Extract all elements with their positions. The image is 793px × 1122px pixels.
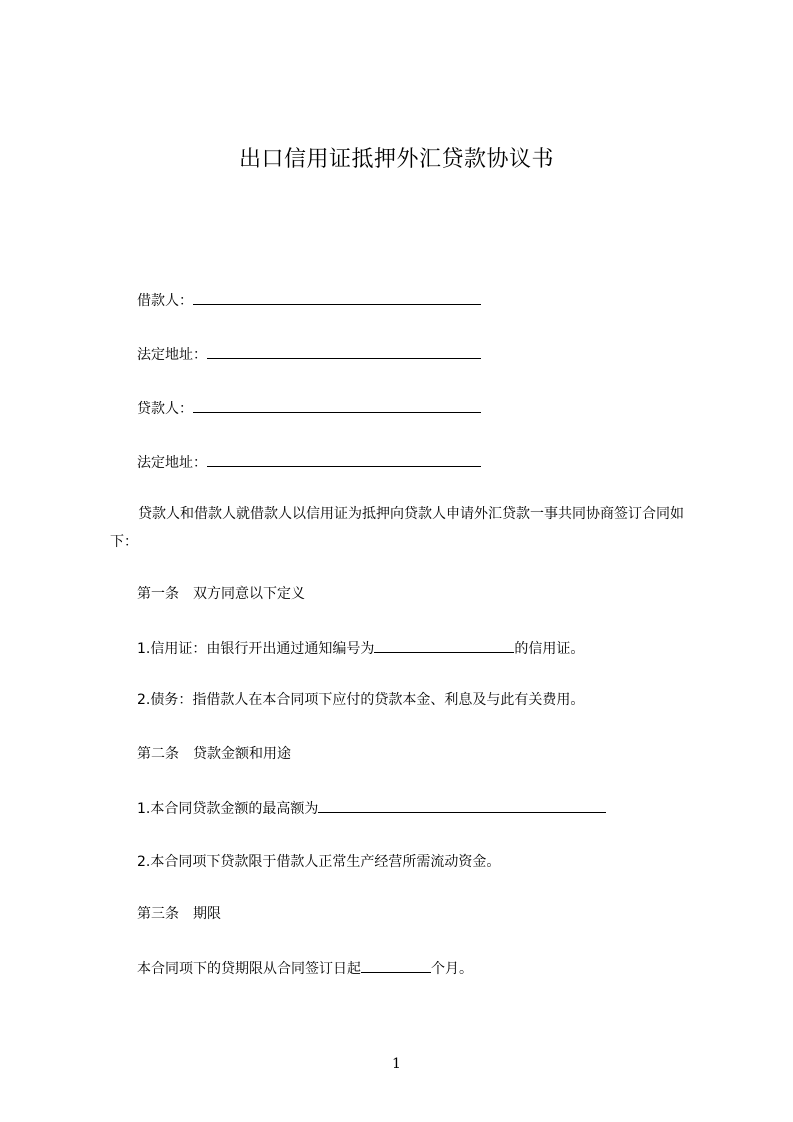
article1-number: 第一条 — [137, 586, 179, 602]
notice-number-blank — [374, 638, 514, 653]
article3-title: 期限 — [193, 906, 221, 922]
article3-body — [137, 958, 473, 979]
lender-blank — [193, 398, 481, 413]
article1-item1 — [137, 638, 584, 659]
preamble-paragraph: 贷款人和借款人就借款人以信用证为抵押向贷款人申请外汇贷款一事共同协商签订合同如下： — [110, 506, 684, 550]
term-months-blank — [361, 958, 431, 973]
lender-label: 贷款人： — [137, 401, 193, 417]
lender-address-line — [137, 452, 481, 473]
borrower-address-line — [137, 344, 481, 365]
page-number: 1 — [392, 1056, 401, 1072]
article2-item1-text: 1.本合同贷款金额的最高额为 — [137, 801, 319, 817]
borrower-address-label: 法定地址： — [137, 347, 207, 363]
lender-address-label: 法定地址： — [137, 455, 207, 471]
article2-number: 第二条 — [137, 746, 179, 762]
article3-body-prefix: 本合同项下的贷期限从合同签订日起 — [137, 961, 361, 977]
article3-body-suffix: 个月。 — [431, 961, 473, 977]
lender-line — [137, 398, 481, 419]
article1-heading — [137, 584, 305, 604]
article1-item1-prefix: 1.信用证：由银行开出通过通知编号为 — [137, 641, 375, 657]
article2-item1 — [137, 798, 606, 819]
borrower-blank — [193, 290, 481, 305]
article3-heading — [137, 904, 221, 924]
article1-title: 双方同意以下定义 — [193, 586, 305, 602]
borrower-line — [137, 290, 481, 311]
article1-item2: 2.债务：指借款人在本合同项下应付的贷款本金、利息及与此有关费用。 — [137, 692, 585, 708]
lender-address-blank — [207, 452, 481, 467]
borrower-label: 借款人： — [137, 293, 193, 309]
article2-heading — [137, 744, 291, 764]
borrower-address-blank — [207, 344, 481, 359]
article2-title: 贷款金额和用途 — [193, 746, 291, 762]
loan-amount-blank — [318, 798, 606, 813]
document-title: 出口信用证抵押外汇贷款协议书 — [238, 147, 554, 172]
article2-item2: 2.本合同项下贷款限于借款人正常生产经营所需流动资金。 — [137, 854, 501, 870]
article1-item1-suffix: 的信用证。 — [514, 641, 585, 657]
article3-number: 第三条 — [137, 906, 179, 922]
